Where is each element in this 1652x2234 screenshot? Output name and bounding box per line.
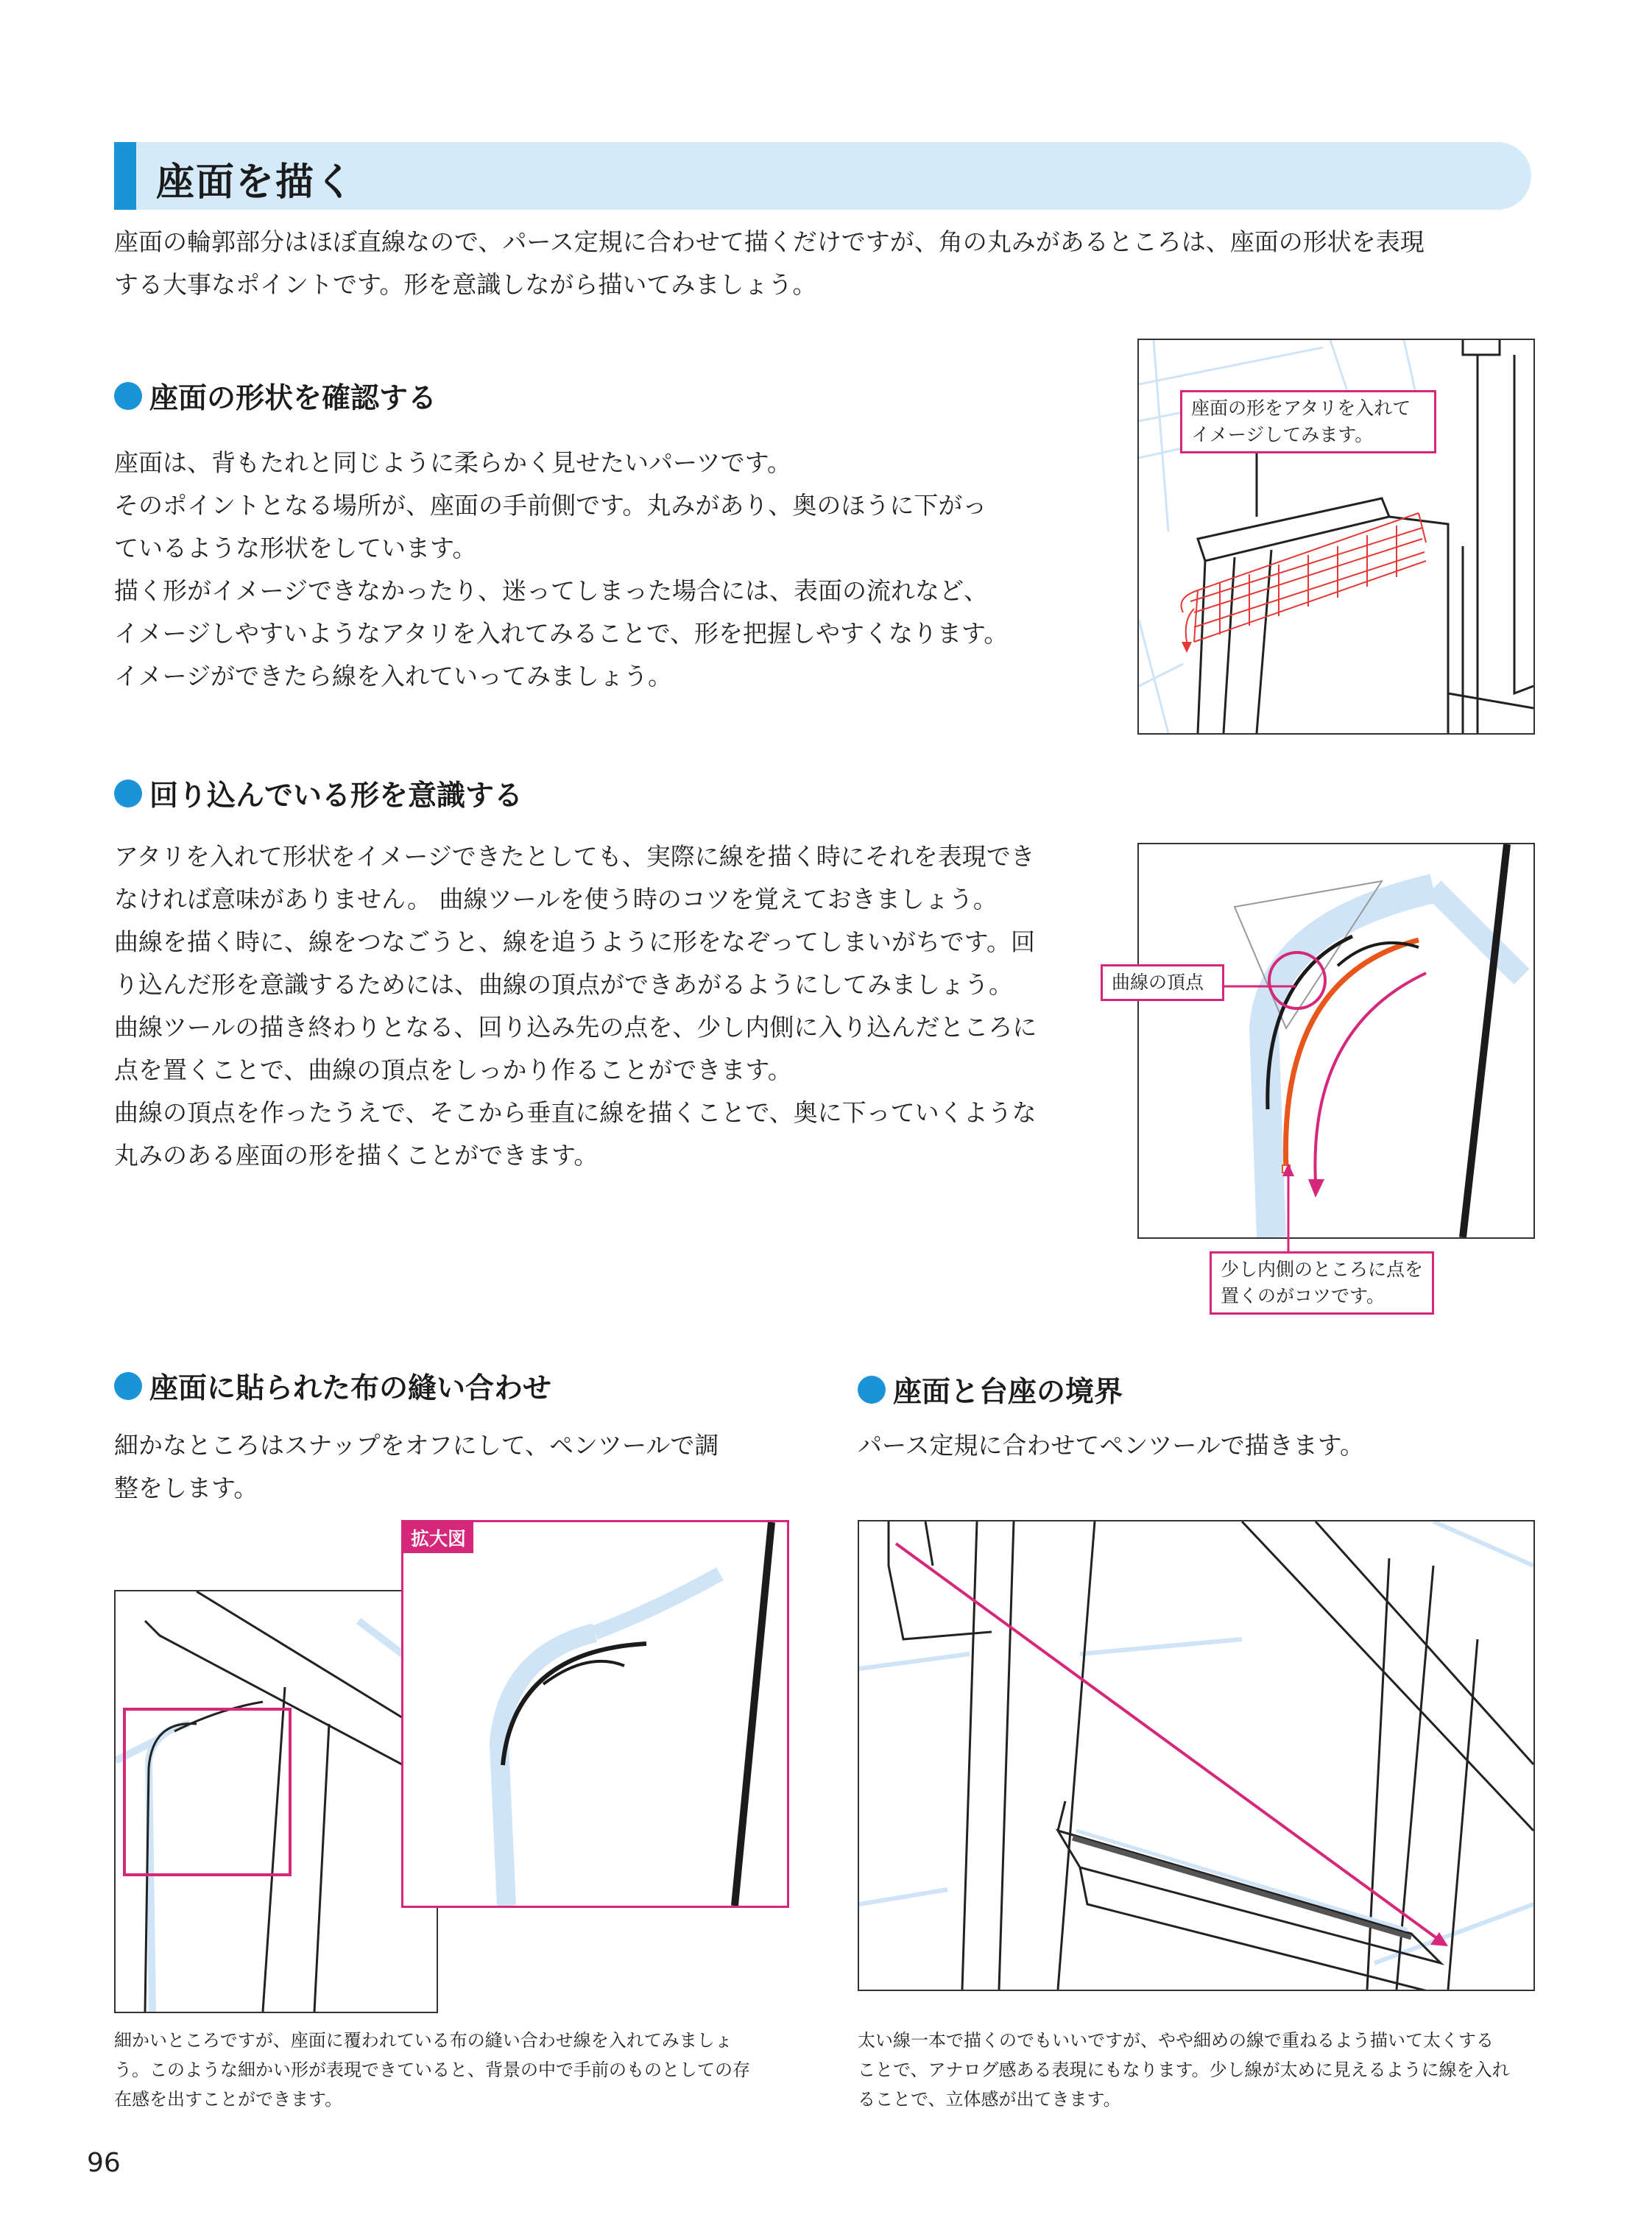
section3-body <box>114 1424 799 1510</box>
figure-seam-overview <box>114 1590 438 2013</box>
page-number: 96 <box>87 2148 121 2178</box>
section-heading-seat-base-border <box>858 1369 1123 1410</box>
section-heading-wraparound <box>114 773 523 814</box>
intro-paragraph <box>114 221 1535 306</box>
body-line: 点を置くことで、曲線の頂点をしっかり作ることができます。 <box>114 1056 792 1084</box>
body-line: 座面は、背もたれと同じように柔らかく見せたいパーツです。 <box>114 448 792 477</box>
section-heading-text: 座面と台座の境界 <box>893 1376 1123 1409</box>
caption-line: 細かいところですが、座面に覆われている布の縫い合わせ線を入れてみましょ <box>114 2030 733 2051</box>
body-line: 丸みのある座面の形を描くことができます。 <box>114 1141 599 1170</box>
body-line: 曲線を描く時に、線をつなごうと、線を追うように形をなぞってしまいがちです。回 <box>114 927 1036 956</box>
zoom-tag: 拡大図 <box>403 1522 473 1553</box>
body-line: ているような形状をしています。 <box>114 534 477 562</box>
callout-tip <box>1210 1251 1434 1315</box>
caption-seat-base-border <box>858 2026 1539 2114</box>
intro-line: する大事なポイントです。形を意識しながら描いてみましょう。 <box>114 270 817 299</box>
bullet-dot-icon <box>114 780 142 807</box>
body-line: 細かなところはスナップをオフにして、ペンツールで調 <box>114 1431 719 1460</box>
figure-curve-apex <box>1137 843 1535 1239</box>
section-heading-text: 回り込んでいる形を意識する <box>149 780 523 813</box>
body-line: 曲線ツールの描き終わりとなる、回り込み先の点を、少し内側に入り込んだところに <box>114 1013 1037 1042</box>
callout-line: 少し内側のところに点を <box>1221 1259 1424 1280</box>
section-heading-seat-shape <box>114 375 437 417</box>
body-line: 描く形がイメージできなかったり、迷ってしまった場合には、表面の流れなど、 <box>114 576 989 605</box>
body-line: アタリを入れて形状をイメージできたとしても、実際に線を描く時にそれを表現でき <box>114 842 1035 871</box>
body-line: イメージができたら線を入れていってみましょう。 <box>114 662 673 690</box>
bullet-dot-icon <box>114 1372 142 1400</box>
callout-curve-apex: 曲線の頂点 <box>1101 964 1224 1001</box>
callout-line: 座面の形をアタリを入れて <box>1191 397 1411 419</box>
callout-tip-arrow-icon <box>1281 1163 1296 1251</box>
body-line: パース定規に合わせてペンツールで描きます。 <box>858 1431 1365 1460</box>
section-heading-text: 座面の形状を確認する <box>149 382 437 415</box>
section4-body <box>858 1424 1535 1467</box>
section-heading-text: 座面に貼られた布の縫い合わせ <box>149 1372 552 1405</box>
callout-seat-guide <box>1180 390 1436 453</box>
bullet-dot-icon <box>114 382 142 410</box>
page-title: 座面を描く <box>156 160 356 205</box>
body-line: そのポイントとなる場所が、座面の手前側です。丸みがあり、奥のほうに下がっ <box>114 491 987 520</box>
callout-apex-connector <box>1222 957 1296 1001</box>
caption-line: 太い線一本で描くのでもいいですが、やや細めの線で重ねるよう描いて太くする <box>858 2030 1494 2051</box>
caption-line: ことで、アナログ感ある表現にもなります。少し線が太めに見えるように線を入れ <box>858 2060 1510 2080</box>
body-line: 整をします。 <box>114 1474 258 1502</box>
title-accent-bar <box>114 142 136 210</box>
intro-line: 座面の輪郭部分はほぼ直線なので、パース定規に合わせて描くだけですが、角の丸みがあるところは、座面の形状を表現 <box>114 227 1425 256</box>
body-line: イメージしやすいようなアタリを入れてみることで、形を把握しやすくなります。 <box>114 619 1009 648</box>
body-line: 曲線の頂点を作ったうえで、そこから垂直に線を描くことで、奥に下っていくような <box>114 1098 1037 1127</box>
section2-body <box>114 835 1093 1177</box>
callout-line: 置くのがコツです。 <box>1221 1285 1386 1307</box>
bullet-dot-icon <box>858 1376 886 1404</box>
figure-seam-zoom <box>401 1520 789 1908</box>
section1-body <box>114 442 1093 698</box>
callout-line: イメージしてみます。 <box>1191 424 1374 445</box>
caption-line: 在感を出すことができます。 <box>114 2089 343 2110</box>
caption-line: う。このような細かい形が表現できていると、背景の中で手前のものとしての存 <box>114 2060 750 2080</box>
section-heading-fabric-seam <box>114 1365 551 1407</box>
body-line: り込んだ形を意識するためには、曲線の頂点ができあがるようにしてみましょう。 <box>114 970 1013 999</box>
body-line: なければ意味がありません。 曲線ツールを使う時のコツを覚えておきましょう。 <box>114 885 998 913</box>
figure-seat-base-border <box>858 1520 1535 1991</box>
caption-line: ることで、立体感が出てきます。 <box>858 2089 1121 2110</box>
caption-fabric-seam <box>114 2026 806 2114</box>
